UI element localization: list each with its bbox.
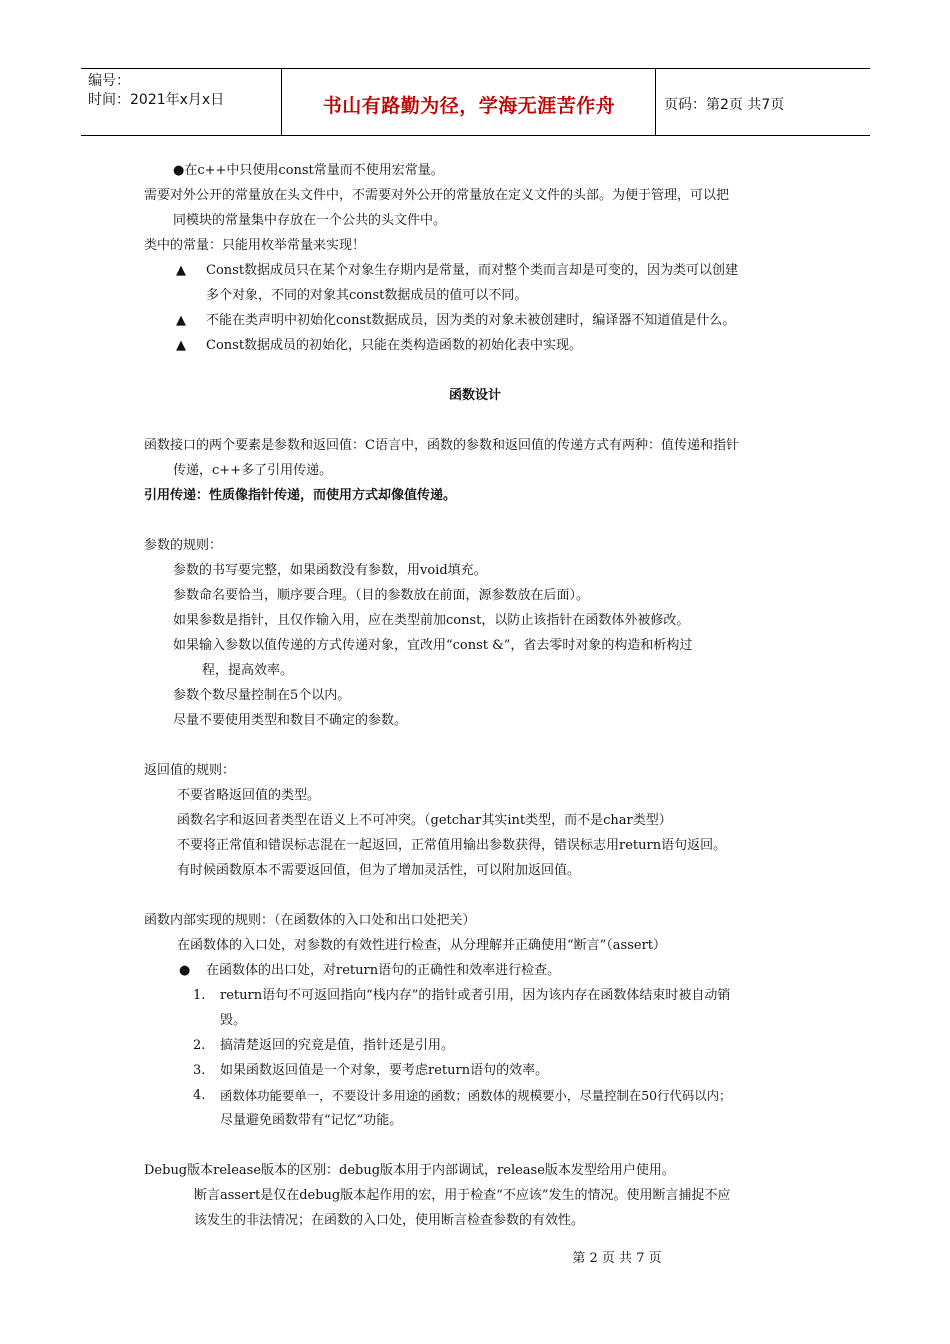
rule-line: 有时候函数原本不需要返回值，但为了增加灵活性，可以附加返回值。 <box>177 863 581 878</box>
emphasis-line: 引用传递：性质像指针传递，而使用方式却像值传递。 <box>144 488 457 503</box>
header-page-number: 页码：第2页 共7页 <box>664 97 785 113</box>
triangle-bullet-icon: ▲ <box>176 313 186 328</box>
subsection-title: 参数的规则： <box>144 538 223 553</box>
paragraph-line: ●在c++中只使用const常量而不使用宏常量。 <box>173 163 444 178</box>
numbered-item-continuation: 毁。 <box>220 1013 247 1028</box>
header-top-rule <box>81 68 870 69</box>
header-divider-left <box>281 69 282 136</box>
rule-line: 参数的书写要完整，如果函数没有参数，用void填充。 <box>173 563 487 578</box>
paragraph-line: 传递，c++多了引用传递。 <box>173 463 333 478</box>
triangle-bullet-icon: ▲ <box>176 263 186 278</box>
list-number: 1. <box>193 988 206 1003</box>
header-left-cell <box>88 72 224 110</box>
numbered-item-continuation: 尽量避免函数带有“记忆”功能。 <box>220 1113 403 1128</box>
rule-line: 尽量不要使用类型和数目不确定的参数。 <box>173 713 408 728</box>
header-bottom-rule <box>81 135 870 136</box>
rule-line: 参数命名要恰当，顺序要合理。（目的参数放在前面，源参数放在后面）。 <box>173 588 590 603</box>
list-number: 2. <box>193 1038 206 1053</box>
paragraph-line: Debug版本release版本的区别：debug版本用于内部调试，release版本发型给用户使用。 <box>144 1163 675 1178</box>
header-divider-right <box>655 69 656 136</box>
rule-line: 参数个数尽量控制在5个以内。 <box>173 688 351 703</box>
list-item: 不能在类声明中初始化const数据成员，因为类的对象未被创建时，编译器不知道值是什么。 <box>206 313 736 328</box>
paragraph-line: 该发生的非法情况；在函数的入口处，使用断言检查参数的有效性。 <box>194 1213 585 1228</box>
numbered-item: 函数体功能要单一，不要设计多用途的函数；函数体的规模要小，尽量控制在50行代码以内； <box>220 1088 732 1103</box>
list-item: Const数据成员的初始化，只能在类构造函数的初始化表中实现。 <box>206 338 583 353</box>
subsection-title: 返回值的规则： <box>144 763 236 778</box>
subsection-title: 函数内部实现的规则：（在函数体的入口处和出口处把关） <box>144 913 476 928</box>
header-time: 时间：2021年x月x日 <box>88 92 225 108</box>
rule-line: 在函数体的入口处，对参数的有效性进行检查，从分理解并正确使用“断言”（assert） <box>177 938 667 953</box>
section-heading: 函数设计 <box>448 388 501 403</box>
header-number: 编号： <box>88 73 130 89</box>
list-number: 4. <box>193 1088 206 1103</box>
rule-line: 函数名字和返回者类型在语义上不可冲突。（getchar其实int类型，而不是char类型） <box>177 813 672 828</box>
footer-page-number: 第 2 页 共 7 页 <box>572 1251 662 1266</box>
rule-line: 不要省略返回值的类型。 <box>177 788 321 803</box>
paragraph-line: 需要对外公开的常量放在头文件中，不需要对外公开的常量放在定义文件的头部。为便于管理，可以把 <box>144 188 730 203</box>
triangle-bullet-icon: ▲ <box>176 338 186 353</box>
paragraph-line: 同模块的常量集中存放在一个公共的头文件中。 <box>173 213 447 228</box>
numbered-item: return语句不可返回指向“栈内存”的指针或者引用，因为该内存在函数体结束时被自动销 <box>220 988 731 1003</box>
list-item: Const数据成员只在某个对象生存期内是常量，而对整个类而言却是可变的，因为类可以创建 <box>206 263 739 278</box>
rule-line: 如果输入参数以值传递的方式传递对象，宜改用“const &”，省去零时对象的构造和析构过 <box>173 638 693 653</box>
list-number: 3. <box>193 1063 206 1078</box>
numbered-item: 搞清楚返回的究竟是值，指针还是引用。 <box>220 1038 455 1053</box>
paragraph-line: 类中的常量：只能用枚举常量来实现！ <box>144 238 366 253</box>
numbered-item: 如果函数返回值是一个对象，要考虑return语句的效率。 <box>220 1063 549 1078</box>
list-item-continuation: 多个对象，不同的对象其const数据成员的值可以不同。 <box>206 288 528 303</box>
list-item: 在函数体的出口处，对return语句的正确性和效率进行检查。 <box>206 963 561 978</box>
rule-line: 不要将正常值和错误标志混在一起返回，正常值用输出参数获得，错误标志用return语句返回。 <box>177 838 727 853</box>
paragraph-line: 函数接口的两个要素是参数和返回值：C语言中，函数的参数和返回值的传递方式有两种：值传递和指针 <box>144 438 739 453</box>
paragraph-line: 断言assert是仅在debug版本起作用的宏，用于检查“不应该”发生的情况。使用断言捕捉不应 <box>194 1188 731 1203</box>
circle-bullet-icon: ● <box>179 963 191 978</box>
header-motto: 书山有路勤为径，学海无涯苦作舟 <box>322 95 616 117</box>
rule-line-continuation: 程，提高效率。 <box>202 663 294 678</box>
rule-line: 如果参数是指针，且仅作输入用，应在类型前加const，以防止该指针在函数体外被修改。 <box>173 613 690 628</box>
